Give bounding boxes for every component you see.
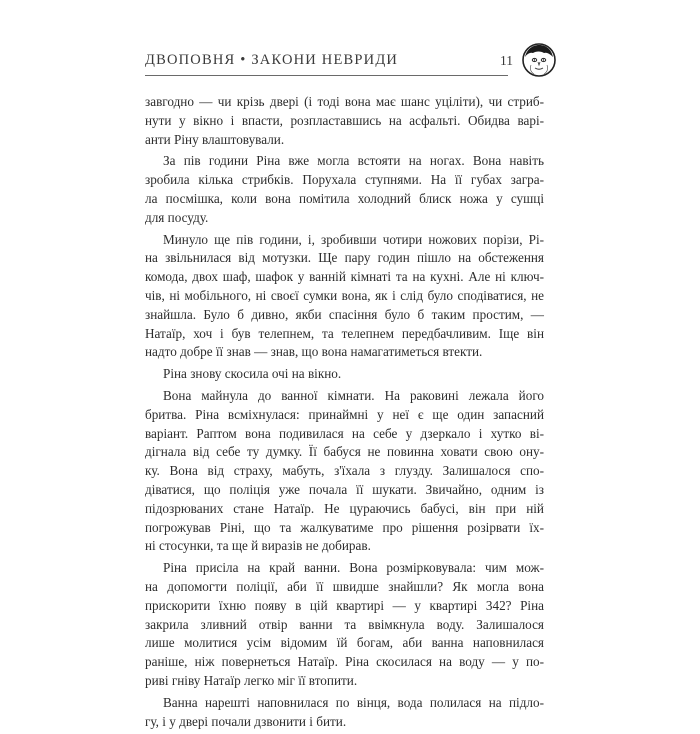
text-line: на допомогти поліції, аби її швидше знайшли? Як могла вона	[145, 578, 544, 594]
text-line: Минуло ще пів години, і, зробивши чотири ножових порізи, Рі-	[163, 231, 544, 247]
text-line: риві гніву Натаїр легко міг її втопити.	[145, 672, 358, 688]
face-medallion-icon	[522, 43, 556, 77]
text-line: нути у вікно і впасти, розпластавшись на асфальті. Обидва варі-	[145, 112, 544, 128]
text-line: дігнала від себе ту думку. Її бабуся не повинна ховати свою ону-	[145, 444, 544, 460]
text-line: раніше, ніж повернеться Натаїр. Ріна скосилася на воду — у по-	[145, 654, 544, 670]
paragraph	[145, 152, 544, 227]
text-line: діватися, що поліція уже почала її шукати. Звичайно, одним із	[145, 481, 544, 497]
text-line: Натаїр, хоч і був телепнем, та телепнем передбачливим. Іще він	[145, 325, 544, 341]
text-line: ла посмішка, коли вона помітила холодний блиск ножа у сушці	[145, 190, 544, 206]
text-line: прискорити їхню появу в цій квартирі — у квартирі 342? Ріна	[145, 597, 544, 613]
text-line: завгодно — чи крізь двері (і тоді вона має шанс уціліти), чи стриб-	[145, 94, 544, 109]
text-line: для посуду.	[145, 209, 209, 225]
text-line: анти Ріну влаштовували.	[145, 131, 285, 147]
header-rule	[145, 75, 508, 76]
text-line: ні стосунки, та ще й виразів не добирав.	[145, 538, 371, 554]
text-line: підозрюваних стане Натаїр. Не цураючись бабусі, він при ній	[145, 500, 544, 516]
text-line: Вона майнула до ванної кімнати. На раковині лежала його	[163, 387, 544, 403]
text-line: За пів години Ріна вже могла встояти на ногах. Вона навіть	[163, 153, 544, 169]
text-line: зробила кілька стрибків. Порухала ступнями. На її губах загра-	[145, 172, 544, 188]
text-line: варіант. Раптом вона подивилася на себе у дзеркало і хутко ві-	[145, 425, 544, 441]
paragraph	[145, 365, 544, 384]
text-line: гу, і у двері почали дзвонити і бити.	[145, 713, 347, 729]
text-line: знайшла. Було б дивно, якби спасіння було б таким простим, —	[145, 306, 544, 322]
text-line: надто добре її знав — знав, що вона намагатиметься втекти.	[145, 344, 483, 360]
text-line: на звільнилася від мотузки. Ще пару годин пішло на обстеження	[145, 250, 544, 266]
text-line: бритва. Ріна всміхнулася: принаймні у неї є ще один запасний	[145, 406, 544, 422]
text-line: закрила зливний отвір ванни та ввімкнула воду. Залишалося	[145, 616, 544, 632]
paragraph	[145, 559, 544, 691]
text-line: комода, двох шаф, шафок у ванній кімнаті та на кухні. Але ні ключ-	[145, 269, 544, 285]
text-line: Ріна присіла на край ванни. Вона розмірковувала: чим мож-	[163, 560, 544, 576]
running-title: ДВОПОВНЯ • ЗАКОНИ НЕВРИДИ	[145, 52, 399, 68]
text-line: Ріна знову скосила очі на вікно.	[163, 366, 342, 382]
text-line: Ванна нарешті наповнилася по вінця, вода полилася на підло-	[163, 694, 544, 710]
paragraph	[145, 231, 544, 363]
text-line: ку. Вона від страху, мабуть, з'їхала з глузду. Залишалося спо-	[145, 463, 544, 479]
text-line: погрожував Ріні, що та жалкуватиме про рішення розірвати їх-	[145, 519, 544, 535]
paragraph	[145, 387, 544, 556]
body-text	[145, 93, 544, 734]
text-line: лише молитися усім відомим їй богам, аби ванна наповнилася	[145, 635, 544, 651]
page-header	[145, 52, 543, 72]
paragraph	[145, 93, 544, 149]
text-line: чів, ні мобільного, ні своєї сумки вона, як і слід було сподіватися, не	[145, 287, 544, 303]
paragraph	[145, 694, 544, 732]
page-number: 11	[500, 53, 513, 68]
